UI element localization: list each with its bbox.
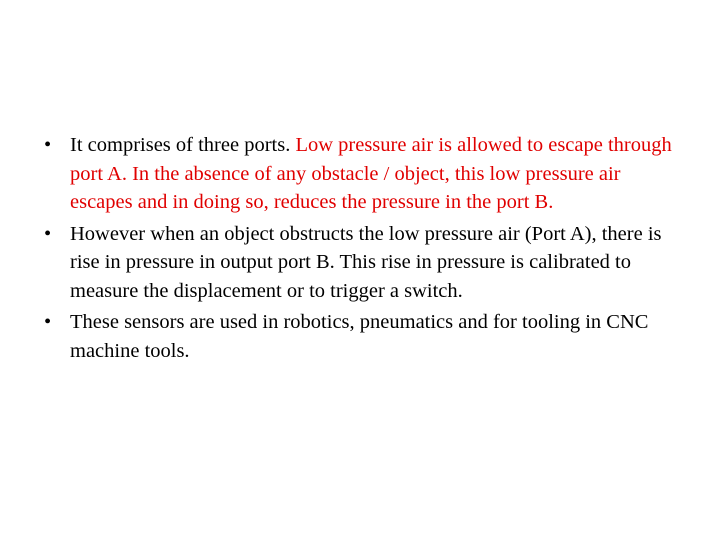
- bullet-text-applications: These sensors are used in robotics, pneumatics and for tooling in CNC machine tools.: [70, 311, 649, 362]
- bullet-icon: •: [44, 311, 52, 333]
- bullet-item-ports: [44, 131, 684, 217]
- bullet-text-obstruction: However when an object obstructs the low pressure air (Port A), there is rise in pressure in output port B. This rise in pressure is calibrated to measure the displacement or to trigger a switch.: [70, 222, 662, 302]
- bullet-icon: •: [44, 222, 52, 245]
- bullet-text-ports-highlight: Low pressure air is allowed to escape through port A. In the absence of any obstacle / object, this low pressure air escapes and in doing so, reduces the pressure in the port B.: [70, 134, 672, 213]
- bullet-item-applications: [44, 308, 684, 365]
- bullet-text-ports: It comprises of three ports.: [70, 134, 291, 156]
- bullet-icon: •: [44, 134, 52, 156]
- bullet-item-obstruction: [44, 220, 684, 306]
- bullet-list: [44, 131, 684, 368]
